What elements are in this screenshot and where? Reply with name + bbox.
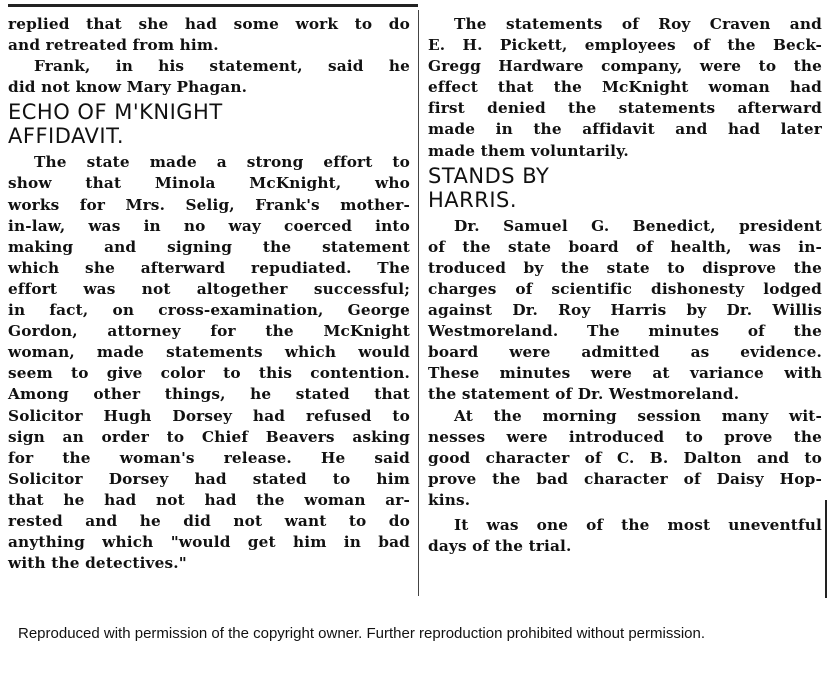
right-edge-rule — [825, 500, 827, 598]
text-line: and retreated from him. — [8, 36, 219, 55]
text-line: replied that she had some work to do — [8, 15, 410, 33]
column-divider — [418, 10, 419, 596]
left-column — [8, 14, 410, 574]
heading-line: ECHO OF M'KNIGHT — [8, 100, 223, 125]
text-line: charges of scientific dishonesty lodged — [428, 279, 822, 298]
text-line: rested and he did not want to do — [8, 511, 410, 530]
text-line: Among other things, he stated that — [8, 385, 410, 404]
text-line: kins. — [428, 490, 471, 509]
text-line: The statements of Roy Craven and — [454, 15, 822, 33]
text-line: against Dr. Roy Harris by Dr. Willis — [428, 301, 822, 320]
text-line: anything which "would get him in bad — [8, 533, 410, 552]
section-heading-echo — [8, 100, 410, 148]
text-line: Solicitor Hugh Dorsey had refused to — [8, 406, 410, 425]
text-line: Gregg Hardware company, were to the — [428, 57, 822, 76]
text-line: troduced by the state to disprove the — [428, 258, 822, 277]
craven-paragraph — [428, 14, 822, 162]
text-line: which she afterward repudiated. The — [8, 258, 410, 277]
text-line: These minutes were at variance with — [428, 364, 822, 383]
text-line: good character of C. B. Dalton and to — [428, 448, 822, 467]
text-line: show that Minola McKnight, who — [8, 174, 410, 193]
top-rule — [8, 4, 418, 7]
text-line: prove the bad character of Daisy Hop- — [428, 469, 822, 488]
text-line: Gordon, attorney for the McKnight — [8, 322, 410, 341]
text-line: The state made a strong effort to — [34, 153, 410, 172]
text-line: made them voluntarily. — [428, 141, 629, 160]
text-line: It was one of the most uneventful — [454, 515, 822, 534]
text-line: board were admitted as evidence. — [428, 343, 822, 362]
text-line: made in the affidavit and had later — [428, 120, 822, 139]
text-line: the statement of Dr. Westmoreland. — [428, 385, 740, 404]
frank-paragraph — [8, 56, 410, 98]
heading-line: HARRIS. — [428, 187, 518, 212]
text-line: woman, made statements which would — [8, 343, 410, 362]
text-line: Dr. Samuel G. Benedict, president — [454, 216, 822, 235]
text-line: days of the trial. — [428, 537, 572, 556]
benedict-paragraph — [428, 216, 822, 406]
text-line: At the morning session many wit- — [454, 406, 822, 425]
text-line: first denied the statements afterward — [428, 99, 822, 118]
text-line: Frank, in his statement, said he — [34, 57, 410, 76]
mcknight-paragraph — [8, 152, 410, 574]
text-line: nesses were introduced to prove the — [428, 427, 822, 446]
text-line: effort was not altogether successful; — [8, 279, 410, 298]
text-line: making and signing the statement — [8, 237, 410, 256]
text-line: did not know Mary Phagan. — [8, 78, 248, 97]
heading-line: AFFIDAVIT. — [8, 124, 125, 149]
morning-paragraph — [428, 406, 822, 511]
text-line: in-law, was in no way coerced into — [8, 216, 410, 235]
text-line: that he had not had the woman ar- — [8, 490, 410, 509]
text-line: effect that the McKnight woman had — [428, 78, 822, 97]
text-line: with the detectives." — [8, 554, 187, 573]
text-line: E. H. Pickett, employees of the Beck- — [428, 36, 822, 55]
text-line: sign an order to Chief Beavers asking — [8, 427, 410, 446]
text-line: in fact, on cross-examination, George — [8, 301, 410, 320]
text-line: for the woman's release. He said — [8, 448, 410, 467]
text-line: seem to give color to this contention. — [8, 364, 410, 383]
opening-paragraph — [8, 14, 410, 56]
text-line: works for Mrs. Selig, Frank's mother- — [8, 195, 410, 214]
text-line: Solicitor Dorsey had stated to him — [8, 469, 410, 488]
closing-paragraph — [428, 515, 822, 557]
copyright-notice: Reproduced with permission of the copyright owner. Further reproduction prohibited without permission. — [18, 625, 706, 642]
heading-line: STANDS BY — [428, 163, 550, 188]
section-heading-harris — [428, 164, 822, 212]
text-line: Westmoreland. The minutes of the — [428, 322, 822, 341]
right-column — [428, 14, 822, 557]
text-line: of the state board of health, was in- — [428, 237, 822, 256]
